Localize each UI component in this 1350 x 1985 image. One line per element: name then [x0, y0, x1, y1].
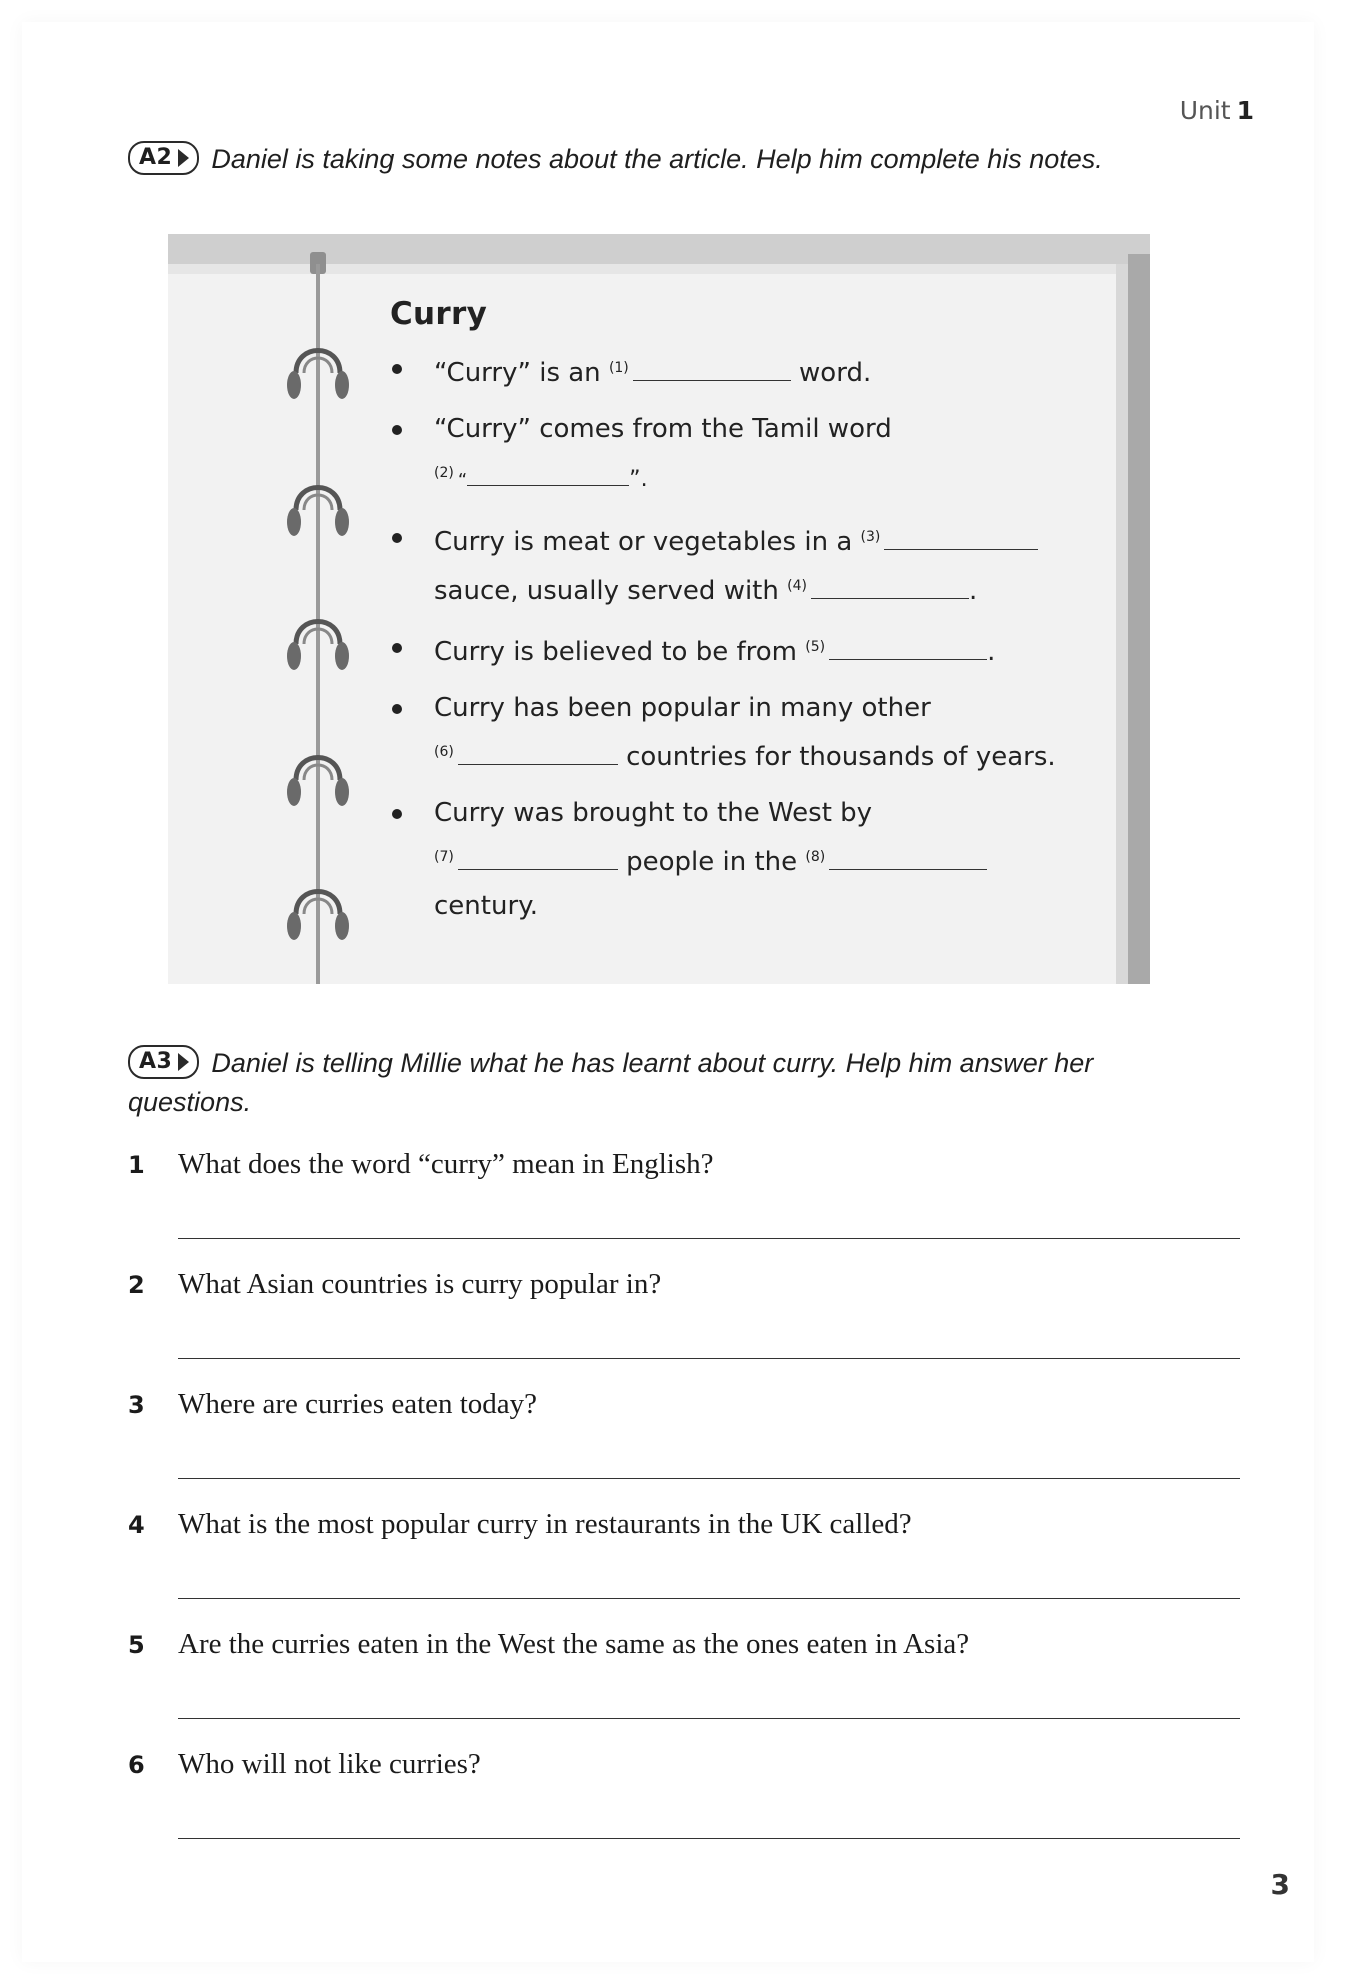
- question-number: 3: [128, 1391, 145, 1419]
- blank-number: (4): [787, 578, 807, 594]
- note-text: Curry was brought to the West by: [434, 798, 873, 828]
- question-number: 5: [128, 1631, 145, 1659]
- notebook-illustration: [168, 234, 1150, 984]
- question-6: [128, 1748, 1238, 1781]
- note-text: “Curry” comes from the Tamil word: [434, 414, 892, 444]
- question-text: Who will not like curries?: [178, 1748, 481, 1780]
- note-text: “Curry” is an: [434, 358, 601, 388]
- note-item: [390, 407, 1110, 503]
- blank-6[interactable]: [458, 740, 618, 765]
- answer-line-1[interactable]: [178, 1238, 1240, 1239]
- a2-badge-label: A2: [139, 145, 173, 171]
- binder-ring-icon: [280, 600, 356, 680]
- question-text: What Asian countries is curry popular in?: [178, 1268, 662, 1300]
- play-arrow-icon: [178, 149, 189, 167]
- blank-4[interactable]: [811, 574, 969, 599]
- blank-number: (6): [434, 744, 454, 760]
- question-text: What does the word “curry” mean in English?: [178, 1148, 714, 1180]
- a3-instruction-line2: questions.: [128, 1087, 252, 1117]
- close-quote: ”.: [629, 467, 648, 492]
- open-quote: “: [457, 470, 468, 491]
- notes-list: [390, 346, 1110, 928]
- question-3: [128, 1388, 1238, 1421]
- binder-ring-icon: [280, 736, 356, 816]
- blank-2[interactable]: [467, 461, 629, 486]
- blank-number: (3): [860, 529, 881, 545]
- question-number: 4: [128, 1511, 145, 1539]
- binder-ring-icon: [280, 870, 356, 950]
- question-text: What is the most popular curry in restaurants in the UK called?: [178, 1508, 912, 1540]
- note-item: [390, 346, 1110, 395]
- blank-7[interactable]: [458, 845, 618, 870]
- note-text: sauce, usually served with: [434, 576, 779, 606]
- blank-1[interactable]: [633, 356, 791, 381]
- note-text: word.: [799, 358, 872, 388]
- question-5: [128, 1628, 1238, 1661]
- a3-instruction: [128, 1044, 1238, 1122]
- question-4: [128, 1508, 1238, 1541]
- question-number: 6: [128, 1751, 145, 1779]
- note-item: [390, 791, 1110, 928]
- answer-line-5[interactable]: [178, 1718, 1240, 1719]
- note-item: [390, 515, 1110, 613]
- question-text: Where are curries eaten today?: [178, 1388, 538, 1420]
- blank-number: (7): [434, 849, 454, 865]
- notes-content: [390, 296, 1110, 940]
- notebook-right-shadow: [1116, 264, 1128, 984]
- note-text: Curry has been popular in many other: [434, 693, 931, 723]
- note-text: Curry is believed to be from: [434, 637, 797, 667]
- note-item: [390, 686, 1110, 779]
- note-text: .: [987, 637, 996, 667]
- answer-line-6[interactable]: [178, 1838, 1240, 1839]
- binder-ring-icon: [280, 329, 356, 409]
- question-text: Are the curries eaten in the West the same as the ones eaten in Asia?: [178, 1628, 970, 1660]
- a3-instruction-line1: Daniel is telling Millie what he has learnt about curry. Help him answer her: [211, 1048, 1094, 1078]
- unit-word: Unit: [1179, 96, 1231, 125]
- note-text: countries for thousands of years.: [626, 742, 1056, 772]
- notebook-right-edge: [1128, 254, 1150, 984]
- page-number: 3: [1270, 1868, 1290, 1901]
- play-arrow-icon: [178, 1053, 189, 1071]
- a3-badge: [128, 1045, 199, 1079]
- a2-instruction: [128, 140, 1103, 179]
- notes-title: Curry: [390, 296, 488, 332]
- question-1: [128, 1148, 1238, 1181]
- question-number: 1: [128, 1151, 145, 1179]
- note-item: [390, 625, 1110, 674]
- answer-line-3[interactable]: [178, 1478, 1240, 1479]
- blank-number: (8): [805, 849, 826, 865]
- answer-line-4[interactable]: [178, 1598, 1240, 1599]
- unit-label: [1180, 96, 1254, 125]
- question-number: 2: [128, 1271, 145, 1299]
- a2-badge: [128, 141, 199, 175]
- note-text: Curry is meat or vegetables in a: [434, 527, 853, 557]
- unit-number: 1: [1236, 96, 1254, 125]
- answer-line-2[interactable]: [178, 1358, 1240, 1359]
- question-2: [128, 1268, 1238, 1301]
- blank-number: (5): [805, 639, 826, 655]
- a3-badge-label: A3: [139, 1049, 173, 1075]
- blank-8[interactable]: [829, 845, 987, 870]
- blank-5[interactable]: [829, 635, 987, 660]
- blank-number: (2): [434, 465, 454, 481]
- note-text: .: [968, 576, 978, 606]
- binder-ring-icon: [280, 466, 356, 546]
- blank-number: (1): [608, 360, 629, 376]
- blank-3[interactable]: [884, 525, 1038, 550]
- note-text: people in the: [626, 847, 798, 877]
- note-text: century.: [434, 891, 539, 921]
- a2-instruction-text: Daniel is taking some notes about the article. Help him complete his notes.: [211, 144, 1103, 174]
